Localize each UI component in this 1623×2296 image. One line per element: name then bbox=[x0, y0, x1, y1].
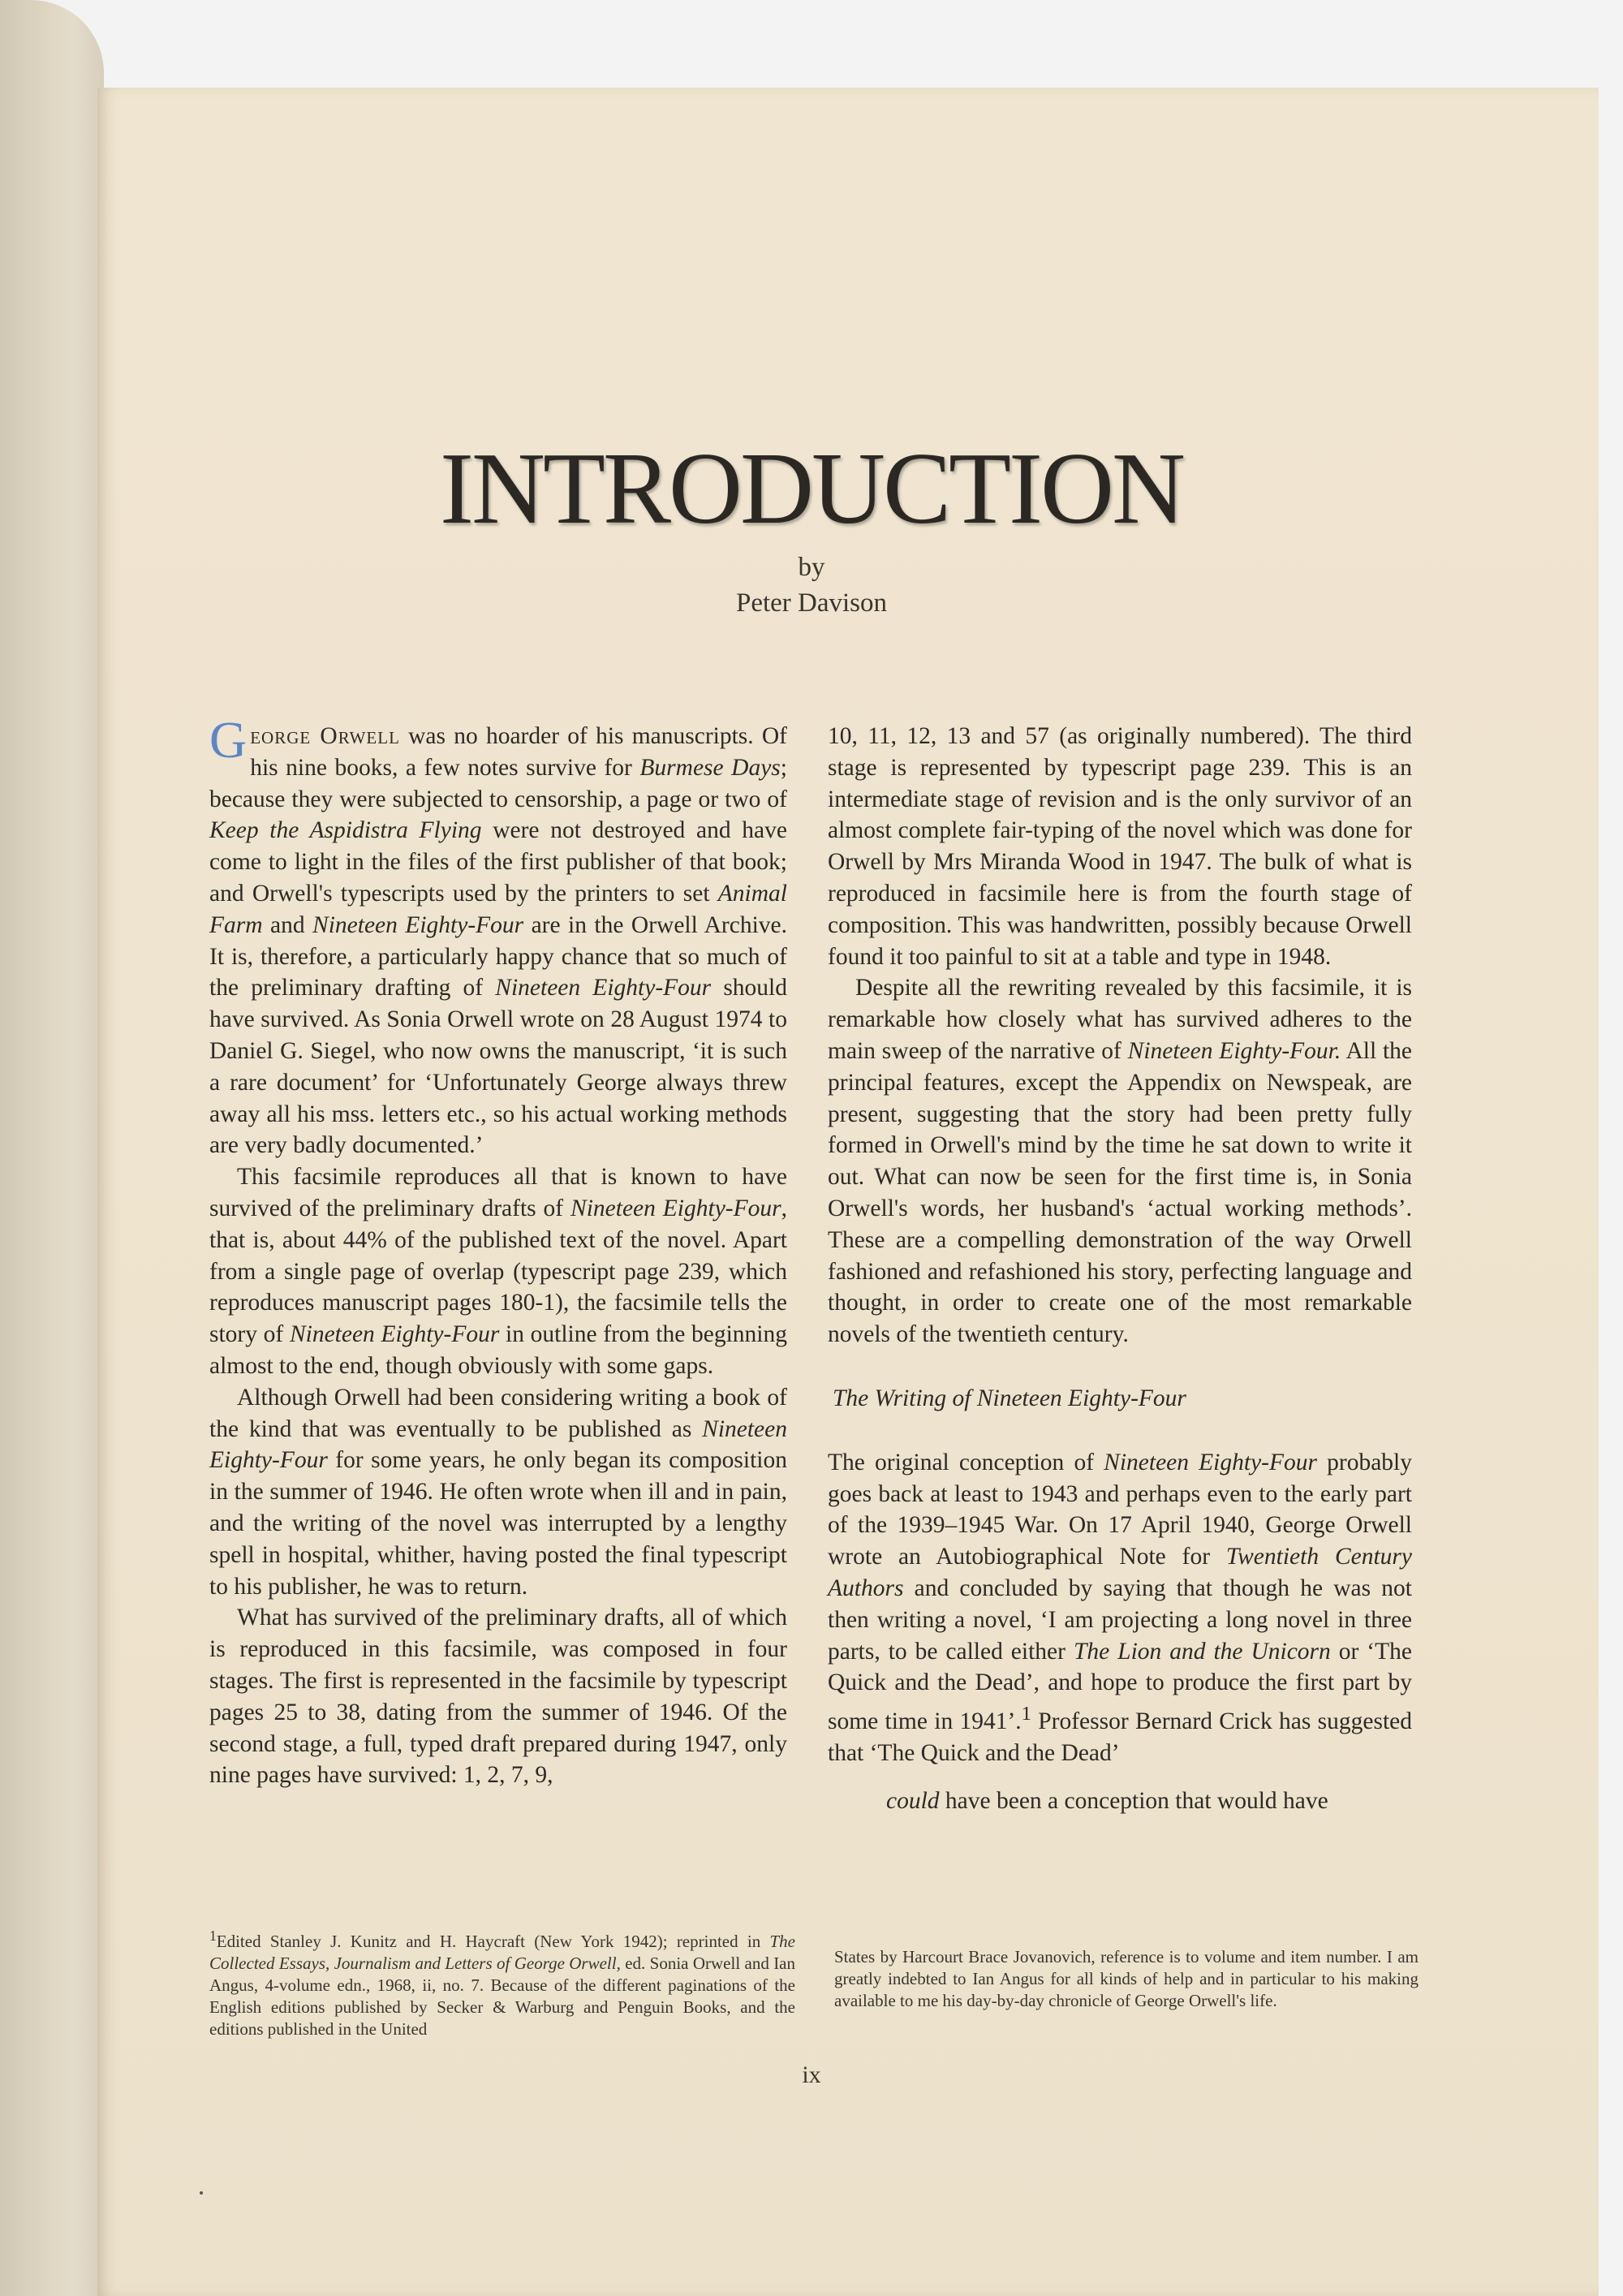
book-title: The Collected Essays, Journalism and Letters of George Orwell, bbox=[209, 1932, 795, 1973]
paragraph bbox=[828, 972, 1412, 1350]
text: Although Orwell had been considering writing a book of the kind that was eventually to be published as bbox=[209, 1384, 787, 1442]
text: probably goes back at least to 1943 and perhaps even to the early part of the 1939–1945 War. On 17 April 1940, George Orwell wrote an Autobiographical Note for bbox=[828, 1449, 1412, 1570]
section-heading: The Writing of Nineteen Eighty-Four bbox=[833, 1385, 1186, 1411]
text: All the principal features, except the Appendix on Newspeak, are present, suggesting that the story had been pretty fully formed in Orwell's mind by the time he sat down to write it out. What can now be seen for the first time is, in Sonia Orwell's words, her husband's ‘actual working methods’. These are a compelling demonstration of the way Orwell fashioned and refashioned his story, perfecting language and thought, in order to create one of the most remarkable novels of the twentieth century. bbox=[828, 1037, 1412, 1348]
byline bbox=[0, 549, 1623, 621]
text: Professor Bernard Crick has suggested that ‘The Quick and the Dead’ bbox=[828, 1708, 1412, 1766]
text: The original conception of bbox=[828, 1449, 1104, 1475]
paragraph bbox=[828, 1447, 1412, 1769]
right-column bbox=[828, 721, 1412, 1816]
footnote-right: States by Harcourt Brace Jovanovich, reference is to volume and item number. I am greatly indebted to Ian Angus for all kinds of help and in particular to his making available to me his day-by-day chronicle of George Orwell's life. bbox=[834, 1947, 1419, 2010]
text: for some years, he only began its composition in the summer of 1946. He often wrote when ill and in pain, and the writing of the novel was interrupted by a lengthy spell in hospital, whither, having posted the final typescript to his publisher, he was to return. bbox=[209, 1447, 787, 1600]
text: in outline from the beginning almost to the end, though obviously with some gaps. bbox=[209, 1321, 788, 1379]
footnote-left bbox=[209, 1925, 795, 2040]
book-title: Nineteen Eighty-Four bbox=[1104, 1449, 1317, 1475]
byline-author: Peter Davison bbox=[735, 588, 888, 618]
book-title: Nineteen Eighty-Four bbox=[570, 1195, 781, 1221]
paragraph bbox=[209, 1161, 787, 1382]
footnote-mark: 1 bbox=[209, 1928, 217, 1944]
drop-cap: G bbox=[209, 711, 248, 769]
text: are in the Orwell Archive. It is, therefore, a particularly happy chance that so much of the preliminary drafting of bbox=[209, 911, 788, 1002]
text: have been a conception that would have bbox=[939, 1787, 1328, 1814]
book-title: Nineteen Eighty-Four bbox=[312, 911, 524, 938]
book-title: Nineteen Eighty-Four bbox=[289, 1321, 500, 1348]
book-title: Nineteen Eighty-Four bbox=[209, 1415, 787, 1474]
page-number: ix bbox=[802, 2061, 821, 2088]
book-spine-edge bbox=[0, 0, 104, 2296]
book-title: Keep the Aspidistra Flying bbox=[209, 817, 482, 844]
text: were not destroyed and have come to light in the files of the first publisher of that book; and Orwell's typescripts used by the printers to set bbox=[209, 817, 787, 907]
text: ed. Sonia Orwell and Ian Angus, 4-volume edn., 1968, ii, no. 7. Because of the different paginations of the English editions published by Secker & Warburg and Penguin Books, and the editions published in the United bbox=[209, 1954, 796, 2039]
book-title: The Lion and the Unicorn bbox=[1073, 1638, 1331, 1665]
paragraph: What has survived of the preliminary drafts, all of which is reproduced in this facsimile, was composed in four stages. The first is represented in the facsimile by typescript pages 25 to 38, dating from the summer of 1946. Of the second stage, a full, typed draft prepared during 1947, only nine pages have survived: 1, 2, 7, 9, bbox=[209, 1605, 787, 1789]
text: or ‘The Quick and the Dead’, and hope to produce the first part by some time in 1941’. bbox=[828, 1638, 1412, 1734]
text: This facsimile reproduces all that is known to have survived of the preliminary drafts of bbox=[209, 1164, 787, 1221]
text: Despite all the rewriting revealed by this facsimile, it is remarkable how closely what has survived adheres to the main sweep of the narrative of bbox=[828, 975, 1412, 1064]
chapter-title: INTRODUCTION bbox=[440, 433, 1183, 545]
text: ; because they were subjected to censorship, a page or two of bbox=[209, 754, 787, 812]
author-name-smallcaps: eorge Orwell bbox=[250, 723, 400, 749]
text: should have survived. As Sonia Orwell wrote on 28 August 1974 to Daniel G. Siegel, who now owns the manuscript, ‘it is such a rare document’ for ‘Unfortunately George always threw away all his mss. letters etc., so his actual working methods are very badly documented.’ bbox=[209, 975, 787, 1159]
book-title: Animal Farm bbox=[209, 880, 787, 938]
paper-speck bbox=[200, 2191, 203, 2195]
paragraph: 10, 11, 12, 13 and 57 (as originally numbered). The third stage is represented by typescript page 239. This is an intermediate stage of revision and is the only survivor of an almost complete fair-typing of the novel which was done for Orwell by Mrs Miranda Wood in 1947. The bulk of what is reproduced in facsimile here is from the fourth stage of composition. This was handwritten, possibly because Orwell found it too painful to sit at a table and type in 1948. bbox=[828, 723, 1412, 970]
text: Edited Stanley J. Kunitz and H. Haycraft (New York 1942); reprinted in bbox=[216, 1932, 770, 1951]
left-column bbox=[209, 711, 788, 1791]
book-title: Nineteen Eighty-Four. bbox=[1127, 1037, 1341, 1064]
paragraph bbox=[209, 1382, 787, 1603]
text: , that is, about 44% of the published text of the novel. Apart from a single page of overlap (typescript page 239, which reproduces manuscript pages 180-1), the facsimile tells the story of bbox=[209, 1195, 787, 1348]
byline-by: by bbox=[798, 553, 825, 582]
footnote-ref: 1 bbox=[1021, 1703, 1031, 1725]
text: and concluded by saying that though he was not then writing a novel, ‘I am projecting a long novel in three parts, to be called either bbox=[828, 1574, 1412, 1665]
book-title: Twentieth Century Authors bbox=[828, 1544, 1412, 1601]
text: was no hoarder of his manuscripts. Of his nine books, a few notes survive for bbox=[250, 723, 788, 781]
text: and bbox=[262, 911, 313, 938]
book-title: Burmese Days bbox=[639, 754, 781, 781]
book-title: Nineteen Eighty-Four bbox=[495, 975, 712, 1002]
emphasis: could bbox=[886, 1787, 940, 1814]
block-quote bbox=[828, 1786, 1412, 1817]
paragraph bbox=[209, 711, 788, 1161]
